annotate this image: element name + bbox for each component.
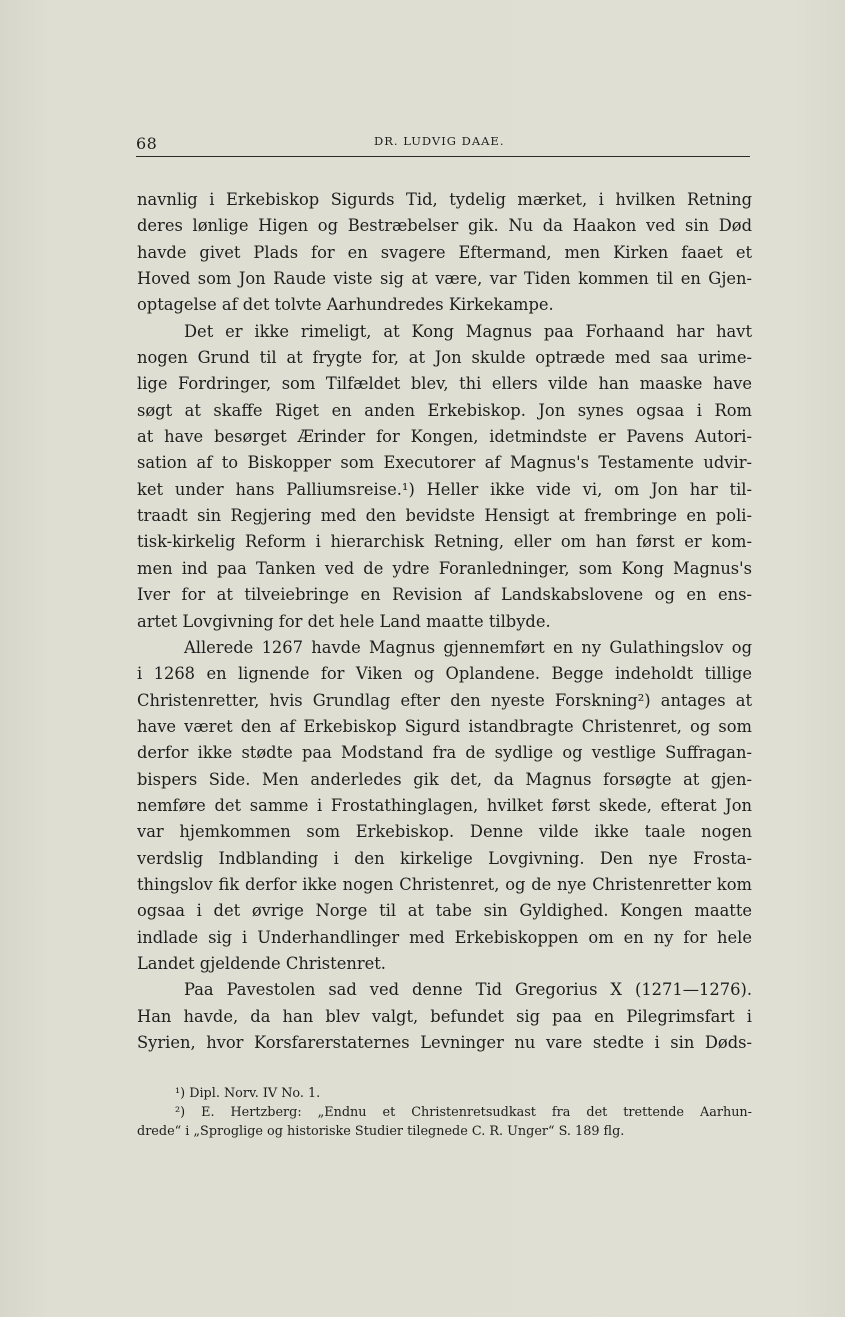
text-line: verdslig Indblanding i den kirkelige Lovgivning. Den nye Frosta-	[137, 848, 752, 868]
text-line: var hjemkommen som Erkebiskop. Denne vilde ikke taale nogen	[137, 822, 752, 842]
text-line: have været den af Erkebiskop Sigurd istandbragte Christenret, og som	[137, 716, 752, 736]
text-line: thingslov fik derfor ikke nogen Christenret, og de nye Christenretter kom	[137, 874, 752, 894]
text-line: Landet gjeldende Christenret.	[137, 953, 386, 973]
paragraph-start: Allerede 1267 havde Magnus gjennemført en ny Gulathingslov og	[184, 637, 752, 657]
body-text	[137, 187, 752, 1056]
text-line: Han havde, da han blev valgt, befundet sig paa en Pilegrimsfart i	[137, 1006, 752, 1026]
text-line: artet Lovgivning for det hele Land maatte tilbyde.	[137, 611, 551, 631]
text-line: men ind paa Tanken ved de ydre Foranledninger, som Kong Magnus's	[137, 558, 752, 578]
text-line: ket under hans Palliumsreise.¹) Heller ikke vide vi, om Jon har til-	[137, 479, 752, 499]
text-line: nemføre det samme i Frostathinglagen, hvilket først skede, efterat Jon	[137, 795, 752, 815]
text-line: nogen Grund til at frygte for, at Jon skulde optræde med saa urime-	[137, 348, 752, 368]
text-line: havde givet Plads for en svagere Eftermand, men Kirken faaet et	[137, 242, 752, 262]
paragraph-start: Paa Pavestolen sad ved denne Tid Gregorius X (1271—1276).	[184, 980, 752, 1000]
footnote-2: ²) E. Hertzberg: „Endnu et Christenretsudkast fra det trettende Aarhun-	[175, 1105, 752, 1120]
text-line: indlade sig i Underhandlinger med Erkebiskoppen om en ny for hele	[137, 927, 752, 947]
text-line: navnlig i Erkebiskop Sigurds Tid, tydelig mærket, i hvilken Retning	[137, 190, 752, 209]
text-line: traadt sin Regjering med den bevidste Hensigt at frembringe en poli-	[137, 506, 752, 526]
footnote-2-continued: drede“ i „Sproglige og historiske Studier tilegnede C. R. Unger“ S. 189 flg.	[137, 1124, 625, 1139]
page-header	[136, 128, 750, 157]
footnote-1: ¹) Dipl. Norv. IV No. 1.	[175, 1086, 321, 1101]
text-line: Christenretter, hvis Grundlag efter den nyeste Forskning²) antages at	[137, 690, 752, 710]
text-line: tisk-kirkelig Reform i hierarchisk Retning, eller om han først er kom-	[137, 532, 752, 552]
text-line: deres lønlige Higen og Bestræbelser gik. Nu da Haakon ved sin Død	[137, 216, 752, 236]
text-line: at have besørget Ærinder for Kongen, idetmindste er Pavens Autori-	[137, 427, 752, 447]
page-number: 68	[136, 134, 158, 153]
text-line: i 1268 en lignende for Viken og Oplandene. Begge indeholdt tillige	[137, 664, 752, 684]
text-line: Syrien, hvor Korsfarerstaternes Levninger nu vare stedte i sin Døds-	[137, 1033, 752, 1052]
text-line: bispers Side. Men anderledes gik det, da Magnus forsøgte at gjen-	[137, 769, 752, 789]
text-line: Iver for at tilveiebringe en Revision af Landskabslovene og en ens-	[137, 585, 752, 605]
text-line: ogsaa i det øvrige Norge til at tabe sin Gyldighed. Kongen maatte	[137, 901, 752, 921]
text-line: søgt at skaffe Riget en anden Erkebiskop. Jon synes ogsaa i Rom	[137, 400, 752, 420]
text-line: derfor ikke stødte paa Modstand fra de sydlige og vestlige Suffragan-	[137, 743, 752, 763]
text-line: Hoved som Jon Raude viste sig at være, var Tiden kommen til en Gjen-	[137, 269, 752, 289]
paragraph-start: Det er ikke rimeligt, at Kong Magnus paa Forhaand har havt	[184, 321, 752, 341]
text-line: lige Fordringer, som Tilfældet blev, thi ellers vilde han maaske have	[137, 374, 752, 394]
running-head: DR. LUDVIG DAAE.	[374, 134, 505, 148]
footnotes	[137, 1084, 752, 1141]
text-line: optagelse af det tolvte Aarhundredes Kirkekampe.	[137, 295, 554, 315]
text-line: sation af to Biskopper som Executorer af Magnus's Testamente udvir-	[137, 453, 752, 473]
